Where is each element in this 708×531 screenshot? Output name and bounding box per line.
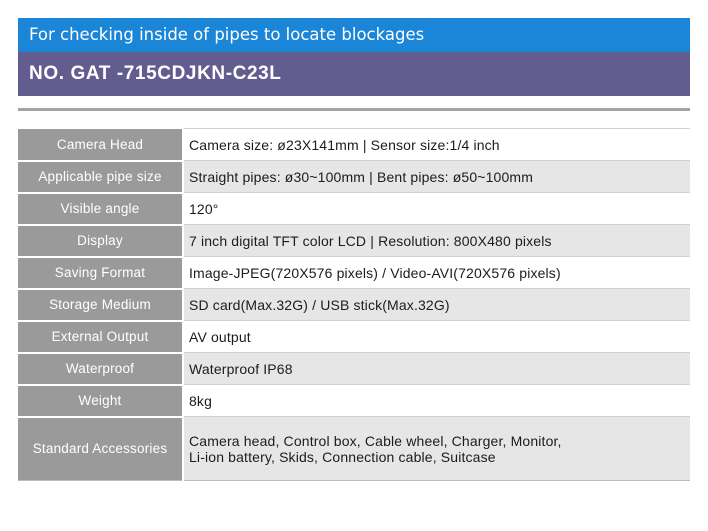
spec-table	[18, 128, 690, 481]
spec-label: Weight	[18, 385, 183, 417]
spec-label: Saving Format	[18, 257, 183, 289]
spec-label: Applicable pipe size	[18, 161, 183, 193]
model-banner	[18, 52, 690, 96]
spec-value: 120°	[183, 193, 690, 225]
spec-value: Image-JPEG(720X576 pixels) / Video-AVI(720X576 pixels)	[183, 257, 690, 289]
spec-row-storage-medium	[18, 289, 690, 321]
spec-row-display	[18, 225, 690, 257]
spec-value: Straight pipes: ø30~100mm | Bent pipes: ø50~100mm	[183, 161, 690, 193]
spec-value: Camera head, Control box, Cable wheel, Charger, Monitor, Li-ion battery, Skids, Connection cable, Suitcase	[183, 417, 690, 481]
spec-label: Storage Medium	[18, 289, 183, 321]
spec-row-saving-format	[18, 257, 690, 289]
spec-value: SD card(Max.32G) / USB stick(Max.32G)	[183, 289, 690, 321]
spec-row-camera-head	[18, 129, 690, 161]
spec-value: AV output	[183, 321, 690, 353]
spec-value: Camera size: ø23X141mm | Sensor size:1/4 inch	[183, 129, 690, 161]
spec-value: 8kg	[183, 385, 690, 417]
spec-row-pipe-size	[18, 161, 690, 193]
spec-row-weight	[18, 385, 690, 417]
divider-rule	[18, 108, 690, 111]
subtitle-text: For checking inside of pipes to locate blockages	[29, 25, 425, 44]
model-number: NO. GAT -715CDJKN-C23L	[29, 63, 282, 84]
spec-value: Waterproof IP68	[183, 353, 690, 385]
spec-label: Camera Head	[18, 129, 183, 161]
spec-label: Visible angle	[18, 193, 183, 225]
spec-row-standard-accessories	[18, 417, 690, 481]
subtitle-banner	[18, 18, 690, 52]
spec-value: 7 inch digital TFT color LCD | Resolution: 800X480 pixels	[183, 225, 690, 257]
spec-row-visible-angle	[18, 193, 690, 225]
spec-label: External Output	[18, 321, 183, 353]
spec-row-external-output	[18, 321, 690, 353]
spec-row-waterproof	[18, 353, 690, 385]
spec-label: Display	[18, 225, 183, 257]
spec-label: Waterproof	[18, 353, 183, 385]
spec-label: Standard Accessories	[18, 417, 183, 481]
